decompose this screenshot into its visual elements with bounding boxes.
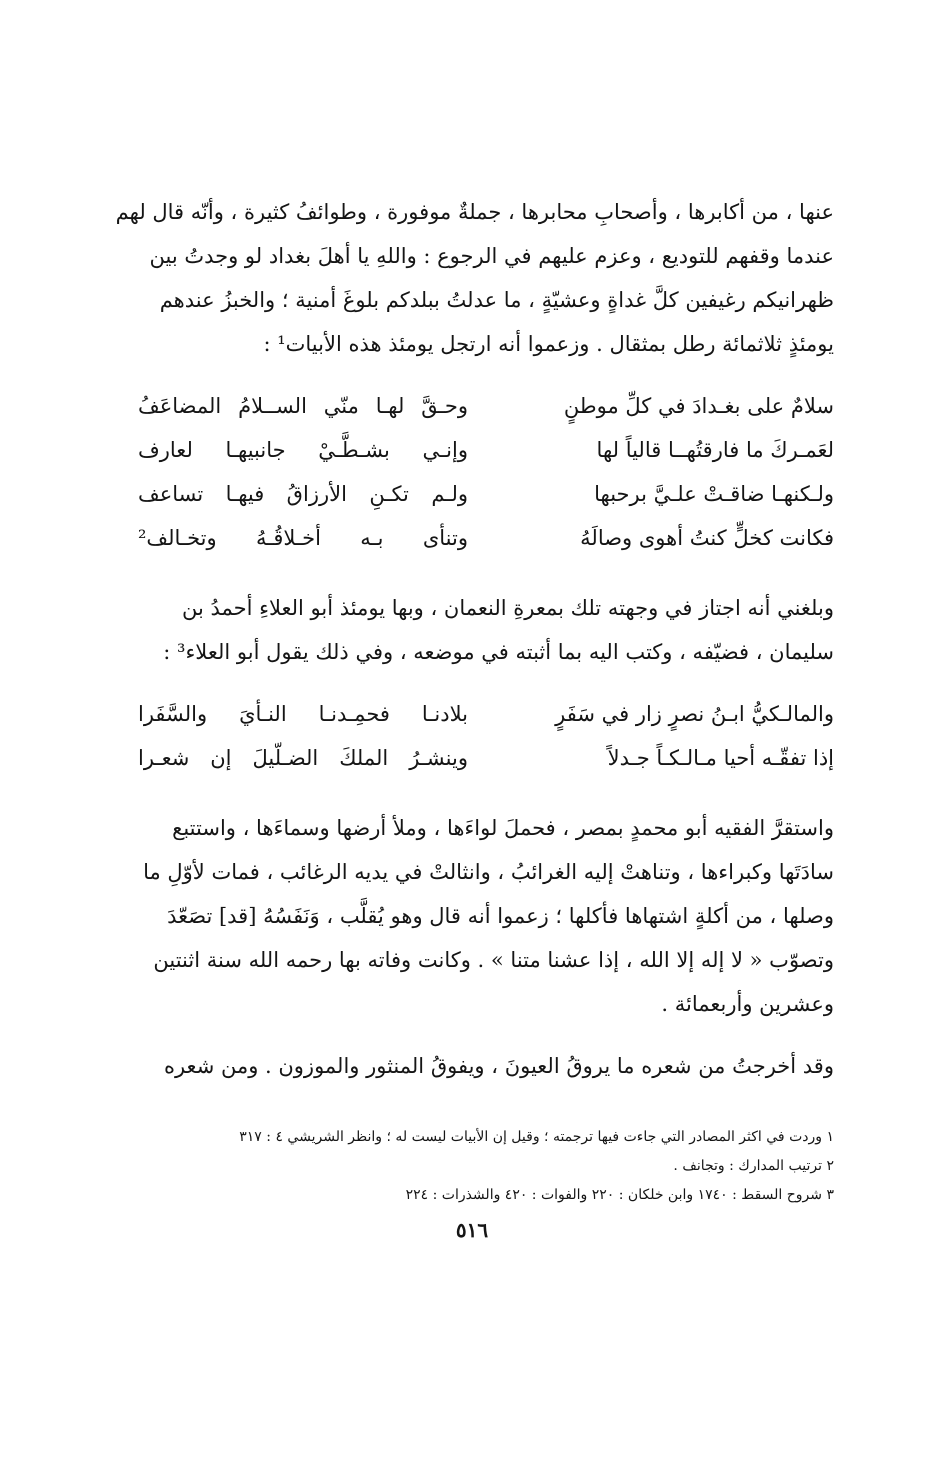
verse-second-hemistich: وإنـي بشـطَّـيْ جانبيهـا لعارف (138, 438, 468, 462)
text-line: وعشرين وأربعمائة . (661, 992, 834, 1016)
text-line: عنها ، من أكابرها ، وأصحابِ محابرها ، جملةٌ موفورة ، وطوائفُ كثيرة ، وأنّه قال لهم (115, 200, 834, 224)
text-line: ظهرانيكم رغيفين كلَّ غداةٍ وعشيّةٍ ، ما عدلتُ ببلدكم بلوغَ أمنية ؛ والخبزُ عندهم (159, 288, 834, 312)
verse (138, 736, 834, 780)
verse-second-hemistich: وتنأى بـه أخـلاقُـهُ وتخـالف² (138, 526, 468, 550)
paragraph-4 (138, 1044, 834, 1088)
text-line: وبلغني أنه اجتاز في وجهته تلك بمعرةِ النعمان ، وبها يومئذ أبو العلاءِ أحمدُ بن (181, 596, 834, 620)
verse (138, 428, 834, 472)
verse (138, 384, 834, 428)
text-line: سليمان ، فضيّفه ، وكتب اليه بما أثبته في موضعه ، وفي ذلك يقول أبو العلاء³ : (163, 640, 834, 664)
verse-second-hemistich: وينشـرُ الملكَ الضـلّيلَ إن شعـرا (138, 746, 468, 770)
text-line: يومئذٍ ثلاثمائة رطل بمثقال . وزعموا أنه ارتجل يومئذ هذه الأبيات¹ : (263, 332, 834, 356)
text-line: عندما وقفهم للتوديع ، وعزم عليهم في الرجوع : واللهِ يا أهلَ بغداد لو وجدتُ بين (149, 244, 834, 268)
text-line: وقد أخرجتُ من شعره ما يروقُ العيونَ ، ويفوقُ المنثور والموزون . ومن شعره (163, 1054, 834, 1078)
text-line: سادَتَها وكبراءها ، وتناهتْ إليه الغرائبُ ، وانثالتْ في يديه الرغائب ، فمات لأوّلِ ما (143, 860, 834, 884)
text-line: وتصوّب « لا إله إلا الله ، إذا عشنا متنا » . وكانت وفاته بها رحمه الله سنة اثنتين (153, 948, 834, 972)
verse-first-hemistich: ولـكنهـا ضاقـتْ علـيَّ برحبها (594, 482, 834, 506)
verse-second-hemistich: بلادنـا فحمِـدنـا النـأيَ والسَّفَرا (138, 702, 468, 726)
verse-first-hemistich: لعَمـركَ ما فارقتُهــا قالياً لها (596, 438, 834, 462)
poem-2 (138, 692, 834, 780)
footnotes (138, 1123, 834, 1210)
page-body (115, 190, 834, 1088)
paragraph-2 (138, 586, 834, 674)
footnote: ٣ شروح السقط : ١٧٤٠ وابن خلكان : ٢٢٠ والفوات : ٤٢٠ والشذرات : ٢٢٤ (405, 1187, 834, 1203)
verse-first-hemistich: إذا تفقّـه أحيا مـالـكـاً جـدلاً (607, 746, 834, 770)
verse-second-hemistich: ولـم تكـنِ الأرزاقُ فيهـا تساعف (138, 482, 468, 506)
text-line: واستقرَّ الفقيه أبو محمدٍ بمصر ، فحملَ لواءَها ، وملأ أرضها وسماءَها ، واستتبع (172, 816, 834, 840)
verse (138, 472, 834, 516)
footnote: ٢ ترتيب المدارك : وتجانف . (673, 1158, 834, 1174)
footnote: ١ وردت في اكثر المصادر التي جاءت فيها ترجمته ؛ وقيل إن الأبيات ليست له ؛ وانظر الشريشي ٤ : ٣١٧ (239, 1129, 834, 1145)
verse (138, 516, 834, 560)
verse-first-hemistich: سلامٌ على بغـدادَ في كلِّ موطنٍ (563, 394, 834, 418)
paragraph-1 (115, 190, 834, 366)
verse (138, 692, 834, 736)
text-line: وصلها ، من أكلةٍ اشتهاها فأكلها ؛ زعموا أنه قال وهو يُقلَّب ، وَنَفَسُهُ [قد] تصَعّدَ (167, 904, 834, 928)
verse-second-hemistich: وحـقَّ لهـا منّي الســلامُ المضاعَفُ (138, 394, 468, 418)
verse-first-hemistich: والمالـكيُّ ابـنُ نصرٍ زار في سَفَرٍ (555, 702, 834, 726)
paragraph-3 (138, 806, 834, 1026)
page-number: ٥١٦ (455, 1218, 489, 1242)
poem-1 (138, 384, 834, 560)
verse-first-hemistich: فكانت كخلٍّ كنتُ أهوى وصالَهُ (580, 526, 834, 550)
